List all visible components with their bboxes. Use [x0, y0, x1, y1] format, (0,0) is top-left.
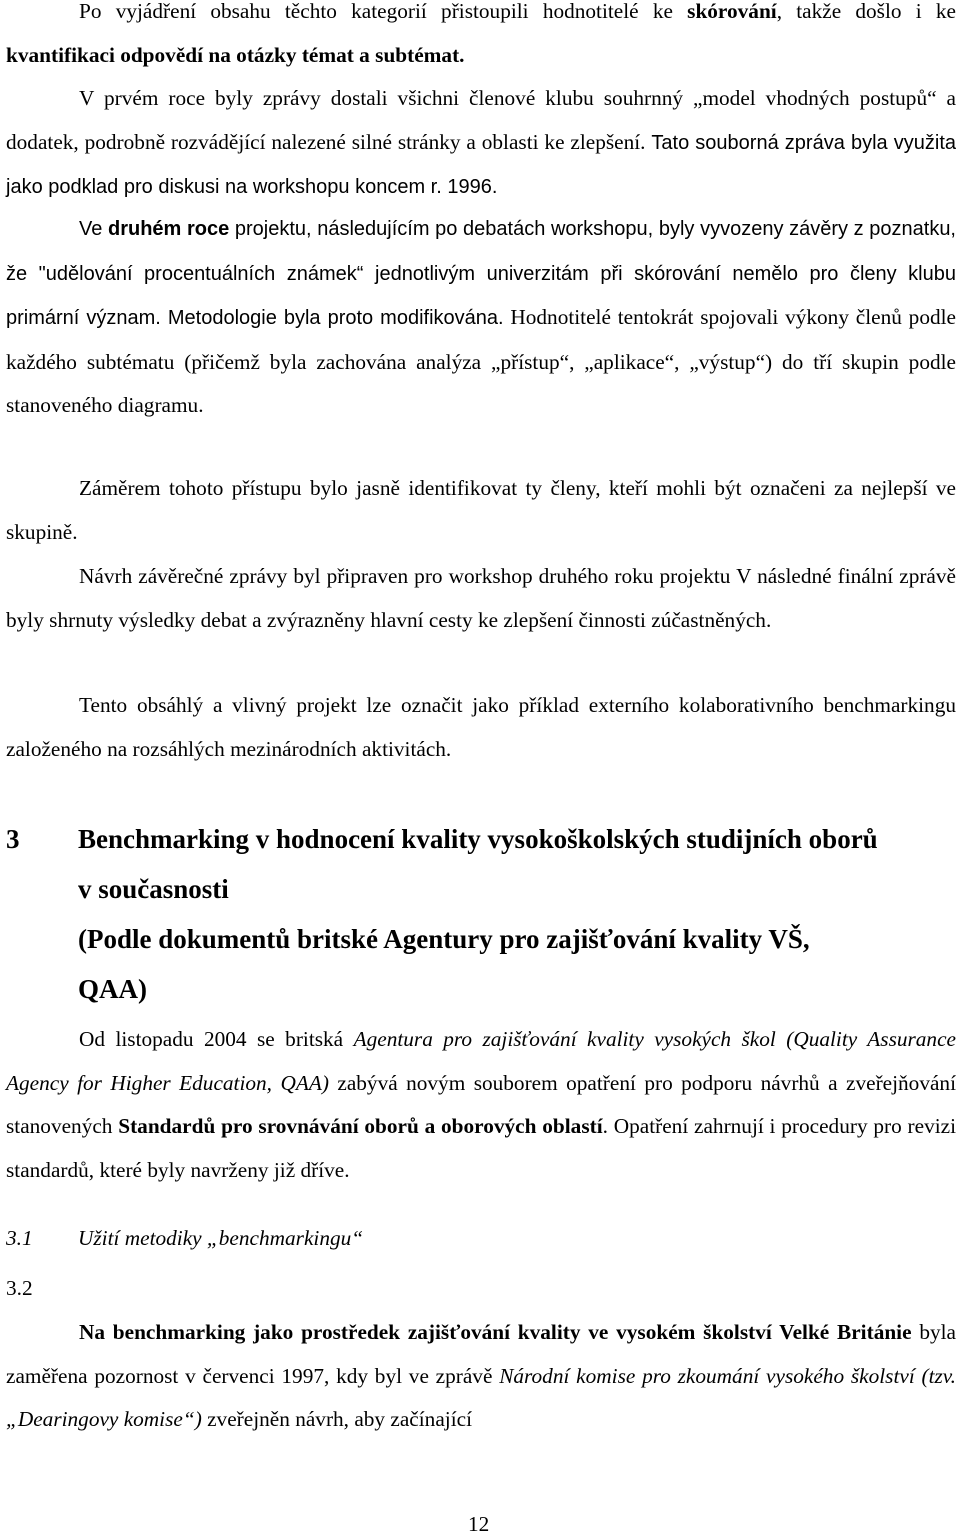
- paragraph-project-summary: Tento obsáhlý a vlivný projekt lze označit jako příklad externího kolaborativního benchmarkingu založeného na rozsáhlých mezinárodních aktivitách.: [6, 693, 956, 761]
- section-3-heading: 3 Benchmarking v hodnocení kvality vysokoškolských studijních oborů v současnosti (Podle dokumentů britské Agentury pro zajišťování kvality VŠ, QAA): [6, 824, 878, 1004]
- section-3-1-heading: 3.1 Užití metodiky „benchmarkingu“: [6, 1226, 364, 1250]
- paragraph-approach-goal: Záměrem tohoto přístupu bylo jasně identifikovat ty členy, kteří mohli být označeni za nejlepší ve skupině.: [6, 476, 956, 544]
- paragraph-qaa: Od listopadu 2004 se britská Agentura pro zajišťování kvality vysokých škol (Quality Assurance Agency for Higher Education, QAA) zabývá novým souborem opatření pro podporu návrhů a zveřejňování stanovených Standardů pro srovnávání oborů a oborových oblastí. Opatření zahrnují i procedury pro revizi standardů, které byly navrženy již dříve.: [6, 1027, 957, 1182]
- paragraph-second-year: Ve druhém roce projektu, následujícím po debatách workshopu, byly vyvozeny závěry z poznatku, že "udělování procentuálních známek“ jednotlivým univerzitám při skórování nemělo pro členy klubu primární význam. Metodologie byla proto modifikována. Hodnotitelé tentokrát spojovali výkony členů podle každého subtématu (přičemž byla zachována analýza „přístup“, „aplikace“, „výstup“) do tří skupin podle stanoveného diagramu.: [6, 218, 956, 418]
- page-number: 12: [468, 1512, 490, 1536]
- paragraph-final-report: Návrh závěrečné zprávy byl připraven pro workshop druhého roku projektu V následné finální zprávě byly shrnuty výsledky debat a zvýrazněny hlavní cesty ke zlepšení činnosti zúčastněných.: [6, 564, 956, 632]
- paragraph-first-year: V prvém roce byly zprávy dostali všichni členové klubu souhrnný „model vhodných postupů“ a dodatek, podrobně rozvádějící nalezené silné stránky a oblasti ke zlepšení. Tato souborná zpráva byla využita jako podklad pro diskusi na workshopu koncem r. 1996.: [6, 86, 956, 199]
- section-3-2-heading: 3.2: [6, 1276, 33, 1300]
- paragraph-scoring: Po vyjádření obsahu těchto kategorií přistoupili hodnotitelé ke skórování, takže došlo i ke kvantifikaci odpovědí na otázky témat a subtémat.: [6, 0, 956, 67]
- paragraph-uk-benchmarking: Na benchmarking jako prostředek zajišťování kvality ve vysokém školství Velké Británie byla zaměřena pozornost v červenci 1997, kdy byl ve zprávě Národní komise pro zkoumání vysokého školství (tzv. „Dearingovy komise“) zveřejněn návrh, aby začínající: [6, 1320, 957, 1432]
